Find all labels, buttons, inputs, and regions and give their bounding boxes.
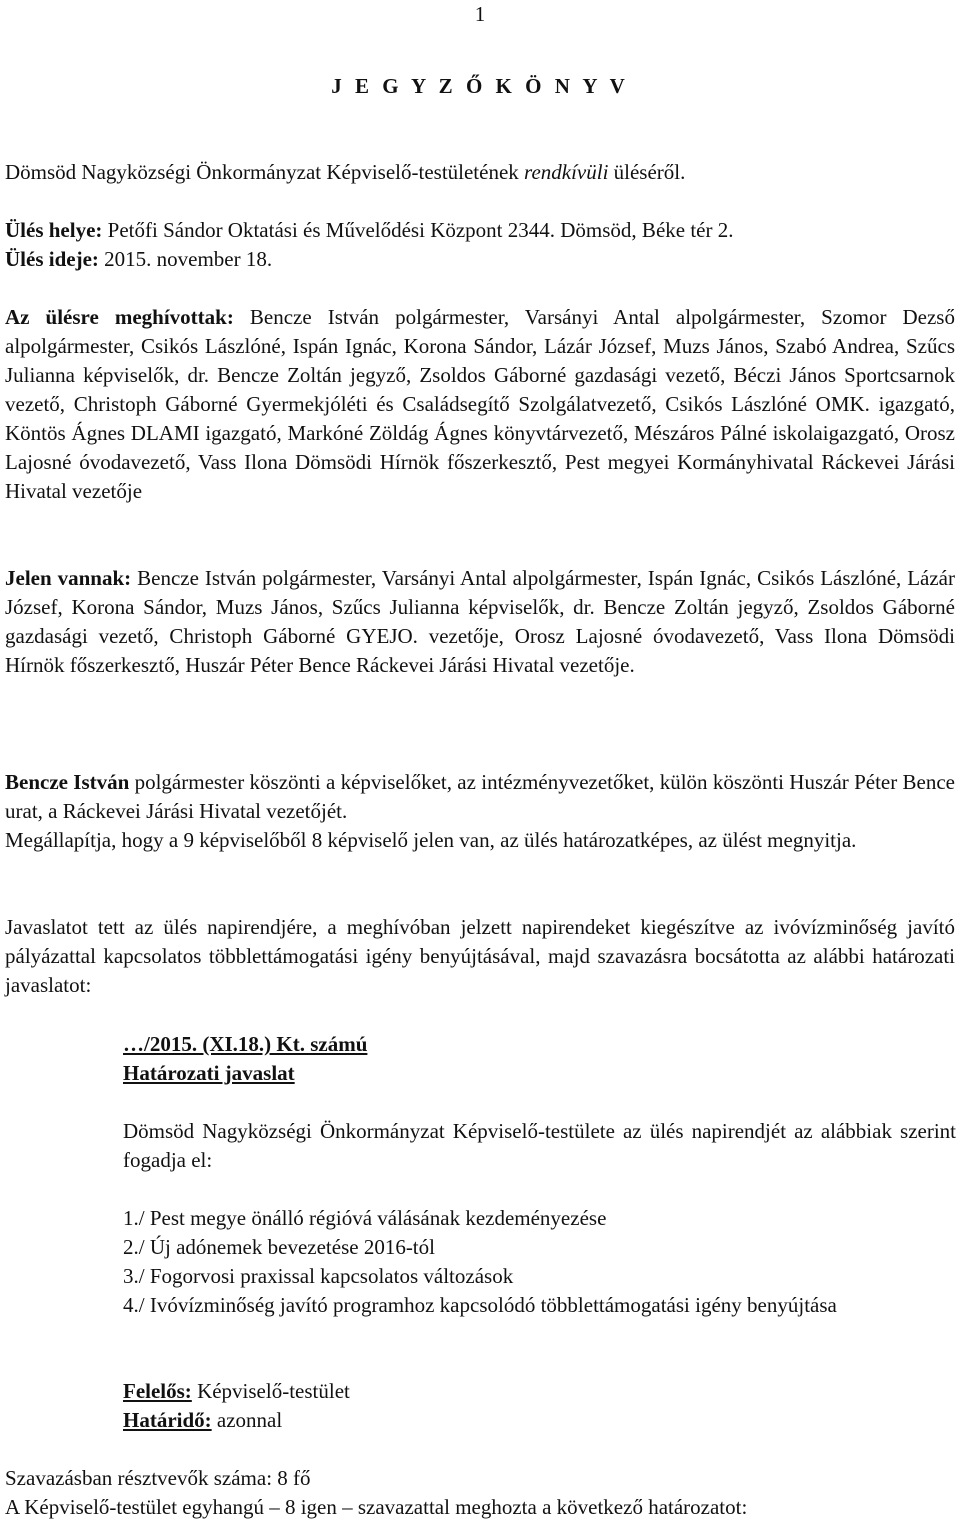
resolution-heading-text: Határozati javaslat (123, 1061, 295, 1085)
agenda-list (123, 1204, 956, 1320)
present-label: Jelen vannak: (5, 566, 132, 590)
venue-line (5, 216, 733, 244)
resolution-heading (123, 1059, 956, 1088)
date-line (5, 245, 272, 273)
date-value: 2015. november 18. (98, 247, 273, 271)
greeting-speaker: Bencze István (5, 770, 130, 794)
proposal-intro-paragraph: Javaslatot tett az ülés napirendjére, a meghívóban jelzett napirendeket kiegészítve az ivóvízminőség javító pályázattal kapcsolatos többlettámogatási igény benyújtásával, majd szavazásra bocsátotta az alábbi határozati javaslatot: (5, 915, 955, 997)
deadline-label: Határidő: (123, 1408, 212, 1432)
greeting-text: polgármester köszönti a képviselőket, az intézményvezetőket, külön köszönti Huszár Péter Bence urat, a Ráckevei Járási Hivatal vezetőjét. (5, 770, 955, 823)
deadline-line (123, 1406, 956, 1435)
responsible-line (123, 1377, 956, 1406)
greeting-paragraph (5, 768, 955, 826)
agenda-item-3: 3./ Fogorvosi praxissal kapcsolatos változások (123, 1264, 514, 1288)
resolution-body: Dömsöd Nagyközségi Önkormányzat Képviselő-testülete az ülés napirendjét az alábbiak szerint fogadja el: (123, 1119, 956, 1172)
quorum-paragraph: Megállapítja, hogy a 9 képviselőből 8 képviselő jelen van, az ülés határozatképes, az ülést megnyitja. (5, 828, 857, 852)
date-label: Ülés ideje: (5, 247, 99, 271)
page-number: 1 (474, 2, 486, 26)
venue-label: Ülés helye: (5, 218, 103, 242)
present-text: Bencze István polgármester, Varsányi Antal alpolgármester, Ispán Ignác, Csikós Lászlóné, Lázár József, Korona Sándor, Muzs János, Szűcs Julianna képviselők, dr. Bencze Zoltán jegyző, Zsoldos Gáborné gazdasági vezető, Christoph Gáborné GYEJO. vezetője, Orosz Lajosné óvodavezető, Vass Ilona Dömsödi Hírnök főszerkesztő, Huszár Péter Bence Ráckevei Járási Hivatal vezetője. (5, 566, 956, 677)
agenda-item-4: 4./ Ivóvízminőség javító programhoz kapcsolódó többlettámogatási igény benyújtása (123, 1293, 837, 1317)
agenda-item-1: 1./ Pest megye önálló régióvá válásának kezdeményezése (123, 1206, 607, 1230)
agenda-item-2: 2./ Új adónemek bevezetése 2016-tól (123, 1235, 435, 1259)
present-paragraph (5, 564, 955, 680)
invited-text: Bencze István polgármester, Varsányi Antal alpolgármester, Szomor Dezső alpolgármester, Csikós Lászlóné, Ispán Ignác, Korona Sándor, Lázár József, Muzs János, Szabó Andrea, Szűcs Julianna képviselők, dr. Bencze Zoltán jegyző, Zsoldos Gáborné gazdasági vezető, Béczi János Sportcsarnok vezető, Christoph Gáborné Gyermekjóléti és Családsegítő Szolgálatvezető, Csikós Lászlóné OMK. igazgató, Köntös Ágnes DLAMI igazgató, Markóné Zöldág Ágnes könyvtárvezető, Mészáros Pálné iskolaigazgató, Orosz Lajosné óvodavezető, Vass Ilona Dömsödi Hírnök főszerkesztő, Pest megyei Kormányhivatal Ráckevei Járási Hivatal vezetője (5, 305, 955, 503)
resolution-number (123, 1030, 956, 1059)
deadline-value: azonnal (211, 1408, 283, 1432)
invited-label: Az ülésre meghívottak: (5, 305, 234, 329)
document-title: J E G Y Z Ő K Ö N Y V (331, 74, 629, 98)
intro-line (5, 158, 685, 186)
responsible-value: Képviselő-testület (191, 1379, 350, 1403)
outcome-line: A Képviselő-testület egyhangú – 8 igen – szavazattal meghozta a következő határozatot: (5, 1495, 748, 1519)
resolution-number-text: …/2015. (XI.18.) Kt. számú (123, 1032, 368, 1056)
intro-suffix: üléséről. (608, 160, 686, 184)
intro-emphasis: rendkívüli (524, 160, 609, 184)
venue-value: Petőfi Sándor Oktatási és Művelődési Központ 2344. Dömsöd, Béke tér 2. (102, 218, 734, 242)
responsible-label: Felelős: (123, 1379, 192, 1403)
intro-prefix: Dömsöd Nagyközségi Önkormányzat Képviselő-testületének (5, 160, 525, 184)
invited-paragraph (5, 303, 955, 506)
voters-line: Szavazásban résztvevők száma: 8 fő (5, 1466, 311, 1490)
